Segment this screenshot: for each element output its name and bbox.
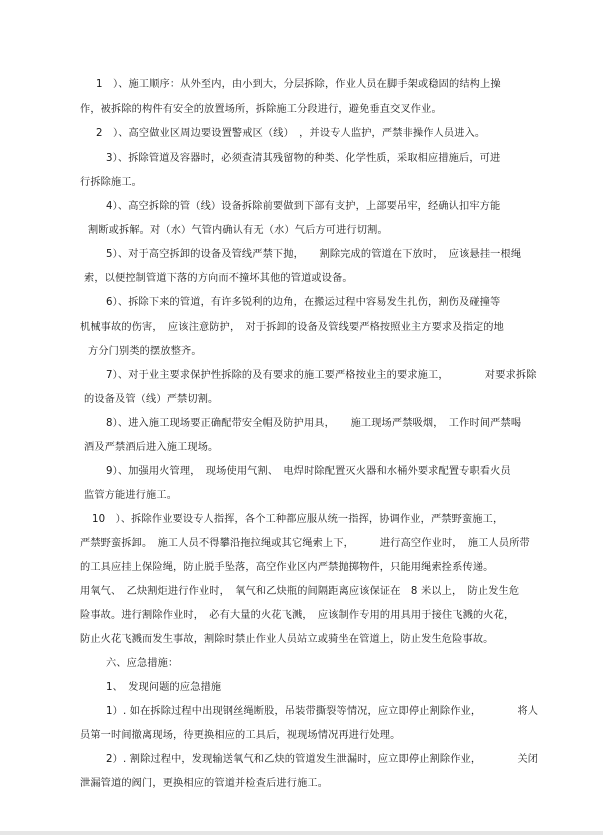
text-line: 9）、加强用火管理， 现场使用气割、 电焊时除配置灭火器和水桶外要求配置专职看火员 <box>106 466 511 477</box>
text-line: 用氧气、 乙炔割炬进行作业时， 氧气和乙炔瓶的间隔距离应该保证在 8 米以上， 防止发生危 <box>80 586 520 597</box>
subsection-heading: 1、 发现问题的应急措施 <box>106 682 222 693</box>
text-line: 1）. 如在拆除过程中出现钢丝绳断股，吊装带撕裂等情况，应立即停止割除作业， 将人 <box>106 706 539 717</box>
text-line: 割断或拆解。对（水）气管内确认有无（水）气后方可进行切割。 <box>88 225 388 236</box>
text-line: 严禁野蛮拆卸。 施工人员不得攀沿拖拉绳或其它绳索上下， 进行高空作业时， 施工人员所带 <box>80 538 530 549</box>
text-line: 2）. 割除过程中，发现输送氧气和乙炔的管道发生泄漏时，应立即停止割除作业， 关闭 <box>106 754 539 765</box>
text-line: 6）、拆除下来的管道，有许多锐利的边角，在搬运过程中容易发生扎伤，割伤及碰撞等 <box>106 297 501 308</box>
text-line: 8）、进入施工现场要正确配带安全帽及防护用具， 施工现场严禁吸烟， 工作时间严禁喝 <box>106 418 522 429</box>
text-line: 3）、拆除管道及容器时，必须查清其残留物的种类、化学性质，采取相应措施后，可进 <box>106 153 501 164</box>
text-line: 2 ）、高空做业区周边要设置警戒区（线） ，并设专人监护，严禁非操作人员进入。 <box>96 128 486 139</box>
text-line: 员第一时间撤离现场，待更换相应的工具后，视现场情况再进行处理。 <box>80 730 401 741</box>
text-line: 防止火花飞溅而发生事故，割除时禁止作业人员站立或骑坐在管道上，防止发生危险事故。 <box>80 634 494 645</box>
text-line: 的设备及管（线）严禁切割。 <box>84 394 219 405</box>
text-line: 行拆除施工。 <box>80 177 143 188</box>
text-line: 监管方能进行施工。 <box>84 490 178 501</box>
text-line: 4）、高空拆除的管（线）设备拆除前要做到下部有支护，上部要吊牢，经确认扣牢方能 <box>106 201 501 212</box>
text-line: 5）、对于高空拆卸的设备及管线严禁下抛， 割除完成的管道在下放时， 应该悬挂一根绳 <box>106 249 522 260</box>
text-line: 险事故。进行割除作业时， 必有大量的火花飞溅， 应该制作专用的用具用于接住飞溅的火花， <box>80 610 515 621</box>
text-line: 1 ）、施工顺序：从外至内，由小到大，分层拆除，作业人员在脚手架或稳固的结构上操 <box>96 79 501 90</box>
section-heading: 六、应急措施： <box>106 658 179 669</box>
text-line: 的工具应挂上保险绳，防止脱手坠落，高空作业区内严禁抛掷物件，只能用绳索拴系传递。 <box>80 562 494 573</box>
page-bottom-bar <box>0 831 603 835</box>
text-line: 机械事故的伤害， 应该注意防护， 对于拆卸的设备及管线要严格按照业主方要求及指定的地 <box>80 322 504 333</box>
text-line: 作，被拆除的构件有安全的放置场所，拆除施工分段进行，避免垂直交叉作业。 <box>80 104 442 115</box>
text-line: 方分门别类的摆放整齐。 <box>88 346 202 357</box>
text-line: 泄漏管道的阀门，更换相应的管道并检查后进行施工。 <box>80 778 329 789</box>
text-line: 索，以便控制管道下落的方向而不撞坏其他的管道或设备。 <box>84 273 353 284</box>
text-line: 10 ）、拆除作业要设专人指挥，各个工种都应服从统一指挥，协调作业，严禁野蛮施工， <box>92 514 504 525</box>
text-line: 7）、对于业主要求保护性拆除的及有要求的施工要严格按业主的要求施工， 对要求拆除 <box>106 370 537 381</box>
text-line: 酒及严禁酒后进入施工现场。 <box>84 442 219 453</box>
